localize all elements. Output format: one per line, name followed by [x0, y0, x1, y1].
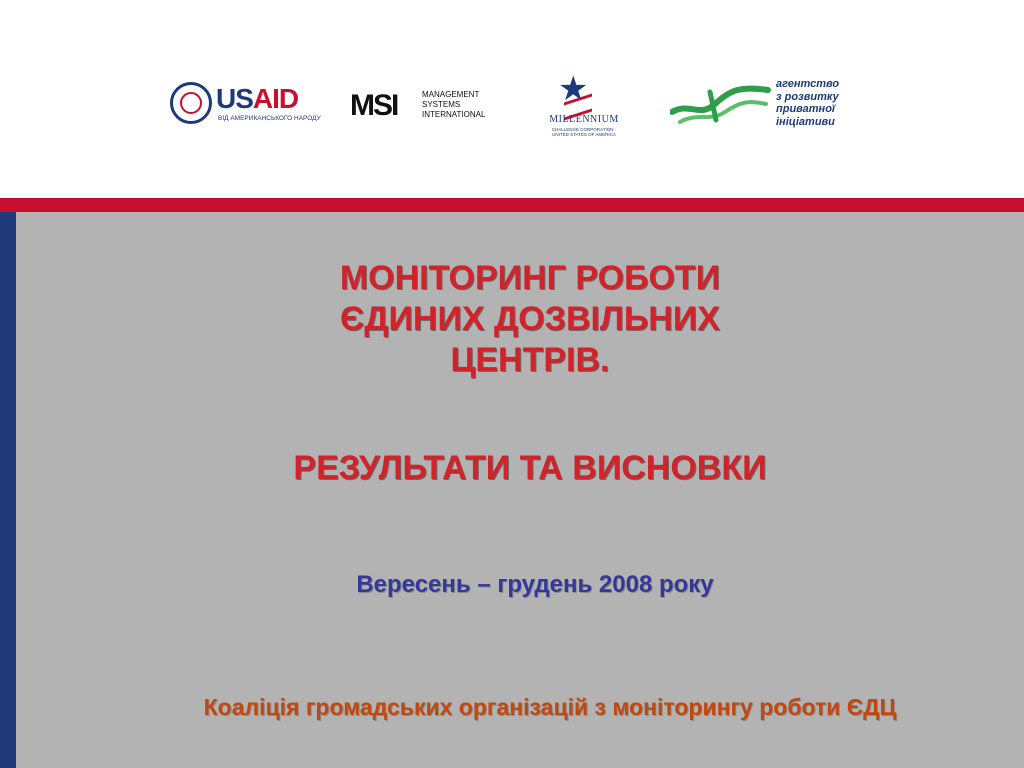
red-divider-bar [0, 198, 1024, 212]
mcc-name: MILLENNIUM [549, 114, 619, 125]
usaid-wordmark: USAID [216, 83, 299, 114]
slide-subtitle: РЕЗУЛЬТАТИ ТА ВИСНОВКИ [293, 449, 767, 487]
mcc-logo [544, 72, 624, 142]
usaid-logo [170, 82, 321, 128]
logo-header [0, 0, 1024, 198]
agency-logo [670, 76, 860, 132]
agency-swoosh-icon [670, 82, 772, 126]
star-icon: ★ [558, 70, 589, 108]
usaid-tagline: ВІД АМЕРИКАНСЬКОГО НАРОДУ [218, 115, 321, 122]
agency-name: агентство з розвитку приватної ініціативи [776, 78, 840, 128]
msi-logo [350, 88, 500, 124]
usaid-seal-icon [170, 82, 212, 124]
msi-mark: MSI [350, 89, 398, 122]
report-period: Вересень – грудень 2008 року [356, 571, 714, 598]
slide-title: МОНІТОРИНГ РОБОТИ ЄДИНИХ ДОЗВІЛЬНИХ ЦЕНТРІВ. [339, 259, 721, 379]
coalition-name: Коаліція громадських організацій з моніторингу роботи ЄДЦ [203, 694, 897, 720]
blue-side-bar [0, 212, 16, 768]
msi-name: MANAGEMENT SYSTEMS INTERNATIONAL [422, 90, 486, 119]
mcc-subtitle: CHALLENGE CORPORATION · UNITED STATES OF AMERICA [551, 127, 617, 137]
